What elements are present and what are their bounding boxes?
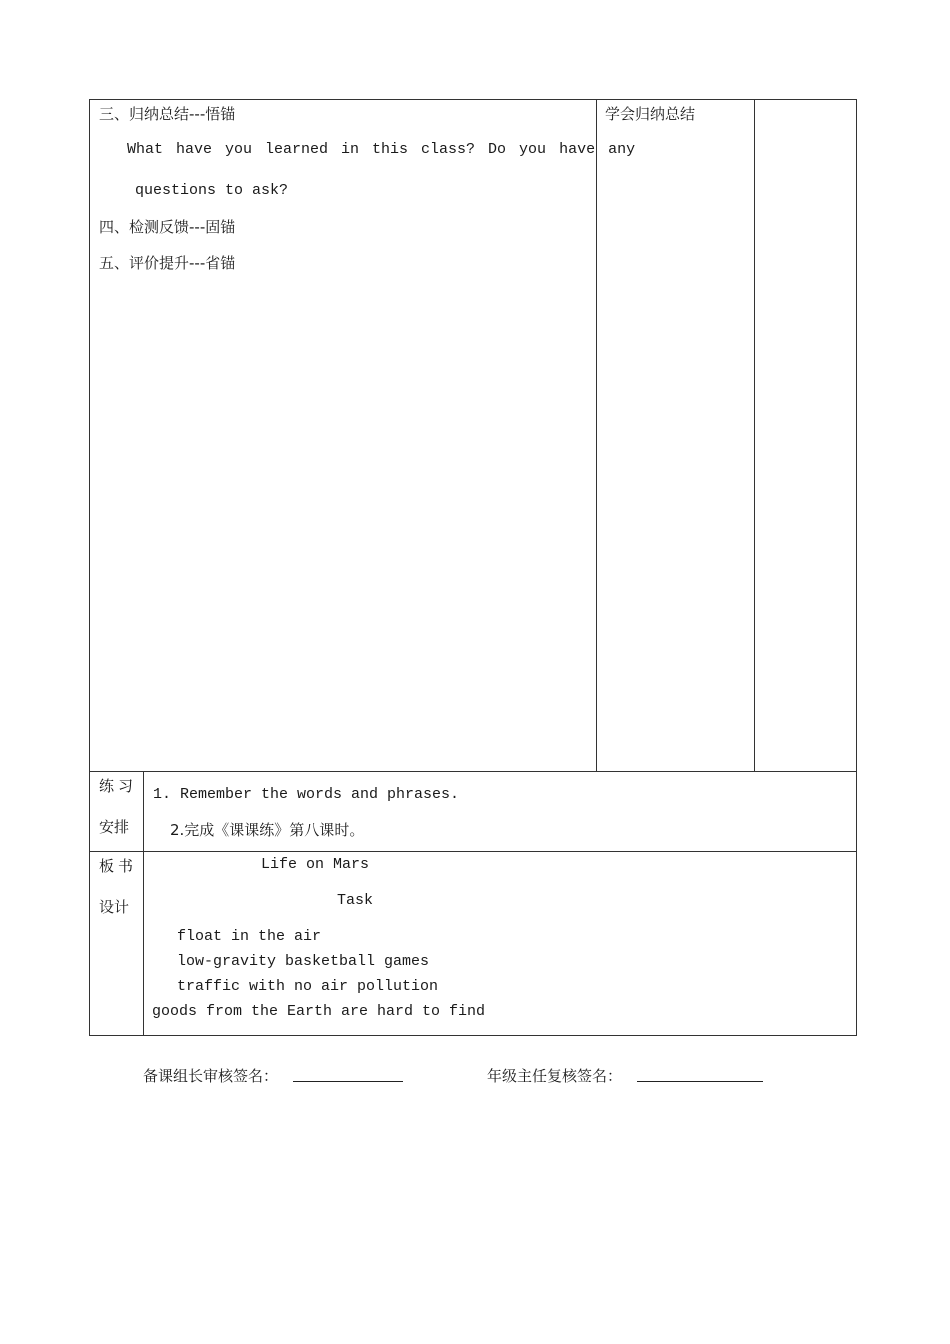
row-divider-practice [89,771,857,772]
board-line-3: traffic with no air pollution [177,978,439,995]
practice-label-line-2: 安排 [99,818,130,836]
table-border-top [89,99,857,100]
table-border-bottom [89,1035,857,1036]
board-subtitle: Task [337,892,374,909]
side-label-summary: 学会归纳总结 [605,105,696,123]
signature-line-grade-director[interactable] [637,1081,763,1082]
practice-label-line-1: 练习 [99,777,138,795]
board-title: Life on Mars [261,856,370,873]
board-line-2: low-gravity basketball games [177,953,430,970]
section-heading-feedback: 四、检测反馈---固锚 [99,218,236,236]
practice-item-2: 2.完成《课课练》第八课时。 [170,821,365,839]
board-label-line-1: 板书 [99,857,138,875]
summary-question-line-1: What have you learned in this class? Do you have any [127,141,636,158]
table-border-left [89,99,90,1036]
section-heading-summary: 三、归纳总结---悟锚 [99,105,236,123]
signature-line-group-leader[interactable] [293,1081,403,1082]
signature-label-grade-director: 年级主任复核签名： [487,1067,623,1085]
signature-label-group-leader: 备课组长审核签名： [143,1067,279,1085]
board-line-1: float in the air [177,928,322,945]
label-column-divider [143,771,144,1036]
section-heading-evaluation: 五、评价提升---省锚 [99,254,236,272]
row-divider-board [89,851,857,852]
table-border-right [856,99,857,1036]
summary-question-line-2: questions to ask? [135,182,289,199]
practice-item-1: 1. Remember the words and phrases. [153,786,460,803]
column-divider-1 [596,99,597,772]
board-line-4: goods from the Earth are hard to find [152,1003,486,1020]
board-label-line-2: 设计 [99,898,130,916]
column-divider-2 [754,99,755,772]
